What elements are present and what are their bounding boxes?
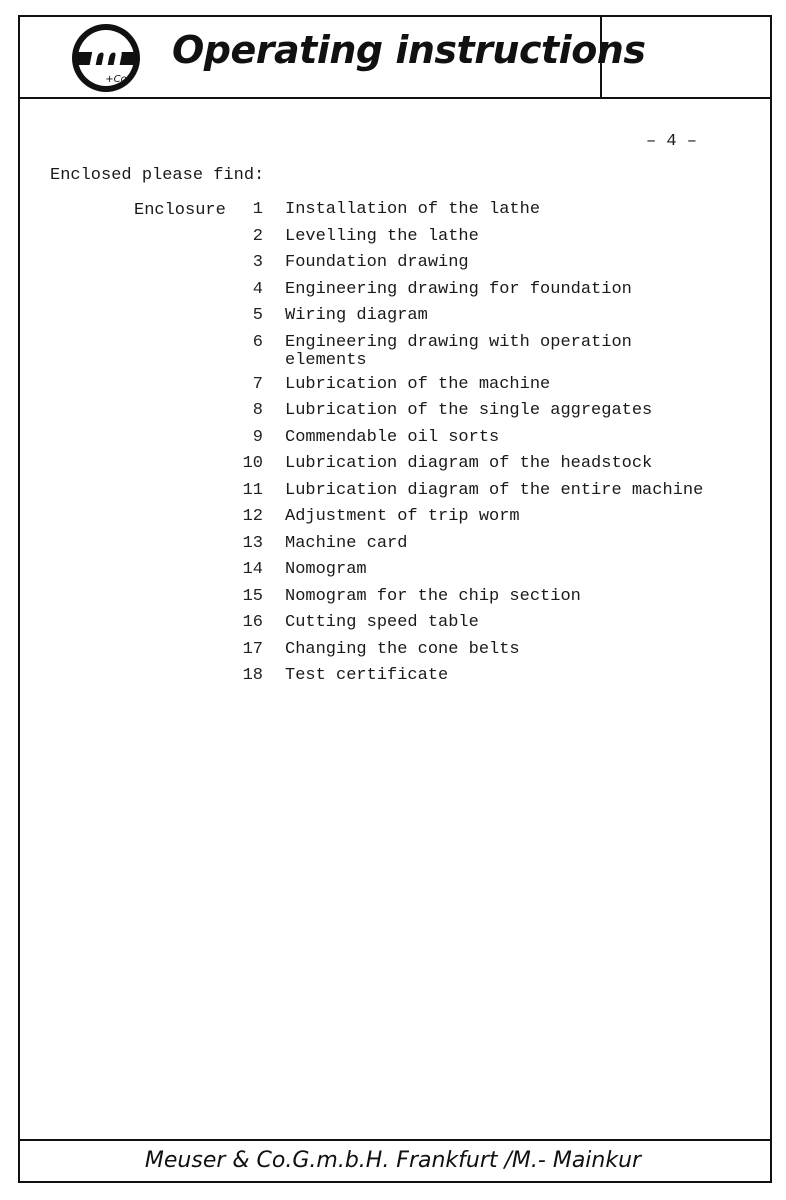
- list-item: [230, 376, 750, 403]
- enclosure-title: Nomogram for the chip section: [285, 586, 581, 606]
- enclosure-title: Changing the cone belts: [285, 639, 520, 659]
- list-item: [230, 588, 750, 615]
- enclosure-title: Lubrication diagram of the headstock: [285, 454, 653, 473]
- enclosure-title: Machine card: [285, 533, 408, 553]
- enclosure-title: Wiring diagram: [285, 306, 428, 325]
- enclosure-title: Engineering drawing with operation elements: [285, 332, 632, 370]
- enclosure-number: 9: [252, 427, 263, 447]
- intro-text: Enclosed please find:: [50, 166, 265, 185]
- enclosure-number: 4: [252, 279, 263, 299]
- enclosure-number: 15: [242, 586, 263, 606]
- list-item: [230, 201, 750, 228]
- page-title: Operating instructions: [172, 28, 646, 72]
- enclosure-number: 18: [242, 666, 263, 685]
- enclosure-number: 1: [252, 200, 263, 219]
- enclosure-title: Engineering drawing for foundation: [285, 279, 632, 299]
- enclosure-title: Lubrication diagram of the entire machine: [285, 480, 704, 500]
- enclosure-number: 17: [242, 639, 263, 659]
- enclosure-title: Commendable oil sorts: [285, 427, 500, 447]
- list-item: [230, 281, 750, 308]
- enclosure-number: 10: [242, 454, 263, 473]
- logo-letter: m: [88, 36, 124, 76]
- list-item: [230, 614, 750, 641]
- list-item: [230, 641, 750, 668]
- enclosure-title: Installation of the lathe: [285, 200, 541, 219]
- enclosure-title: Levelling the lathe: [285, 226, 479, 246]
- header-rule: [18, 97, 772, 99]
- list-item: [230, 455, 750, 482]
- enclosure-number: 11: [242, 480, 263, 500]
- enclosure-title: Adjustment of trip worm: [285, 507, 520, 526]
- list-item: [230, 667, 750, 694]
- enclosure-title: Cutting speed table: [285, 613, 479, 632]
- enclosure-title: Nomogram: [285, 560, 367, 579]
- enclosure-number: 7: [252, 374, 263, 394]
- list-item: [230, 508, 750, 535]
- enclosure-number: 12: [242, 507, 263, 526]
- enclosure-number: 16: [242, 613, 263, 632]
- list-item: [230, 254, 750, 281]
- enclosure-number: 3: [252, 253, 263, 272]
- list-item: [230, 307, 750, 334]
- enclosure-title: Lubrication of the single aggregates: [285, 401, 653, 420]
- enclosure-number: 14: [242, 560, 263, 579]
- footer-rule: [18, 1139, 772, 1141]
- logo-suffix: +Co: [105, 74, 127, 85]
- enclosure-title: Test certificate: [285, 666, 449, 685]
- list-item: [230, 535, 750, 562]
- list-item: [230, 402, 750, 429]
- enclosure-list: [230, 201, 750, 694]
- enclosure-number: 6: [252, 332, 263, 352]
- list-item: [230, 334, 750, 376]
- enclosure-title: Lubrication of the machine: [285, 374, 551, 394]
- enclosure-number: 13: [242, 533, 263, 553]
- list-item: [230, 482, 750, 509]
- enclosure-number: 8: [252, 401, 263, 420]
- page-number: – 4 –: [646, 132, 698, 151]
- company-logo: [70, 22, 142, 94]
- footer-company: Meuser & Co.G.m.b.H. Frankfurt /M.- Mainkur: [144, 1148, 642, 1173]
- list-item: [230, 561, 750, 588]
- enclosure-title: Foundation drawing: [285, 253, 469, 272]
- list-item: [230, 228, 750, 255]
- enclosure-number: 2: [252, 226, 263, 246]
- enclosure-label: Enclosure: [134, 201, 226, 220]
- enclosure-number: 5: [252, 306, 263, 325]
- list-item: [230, 429, 750, 456]
